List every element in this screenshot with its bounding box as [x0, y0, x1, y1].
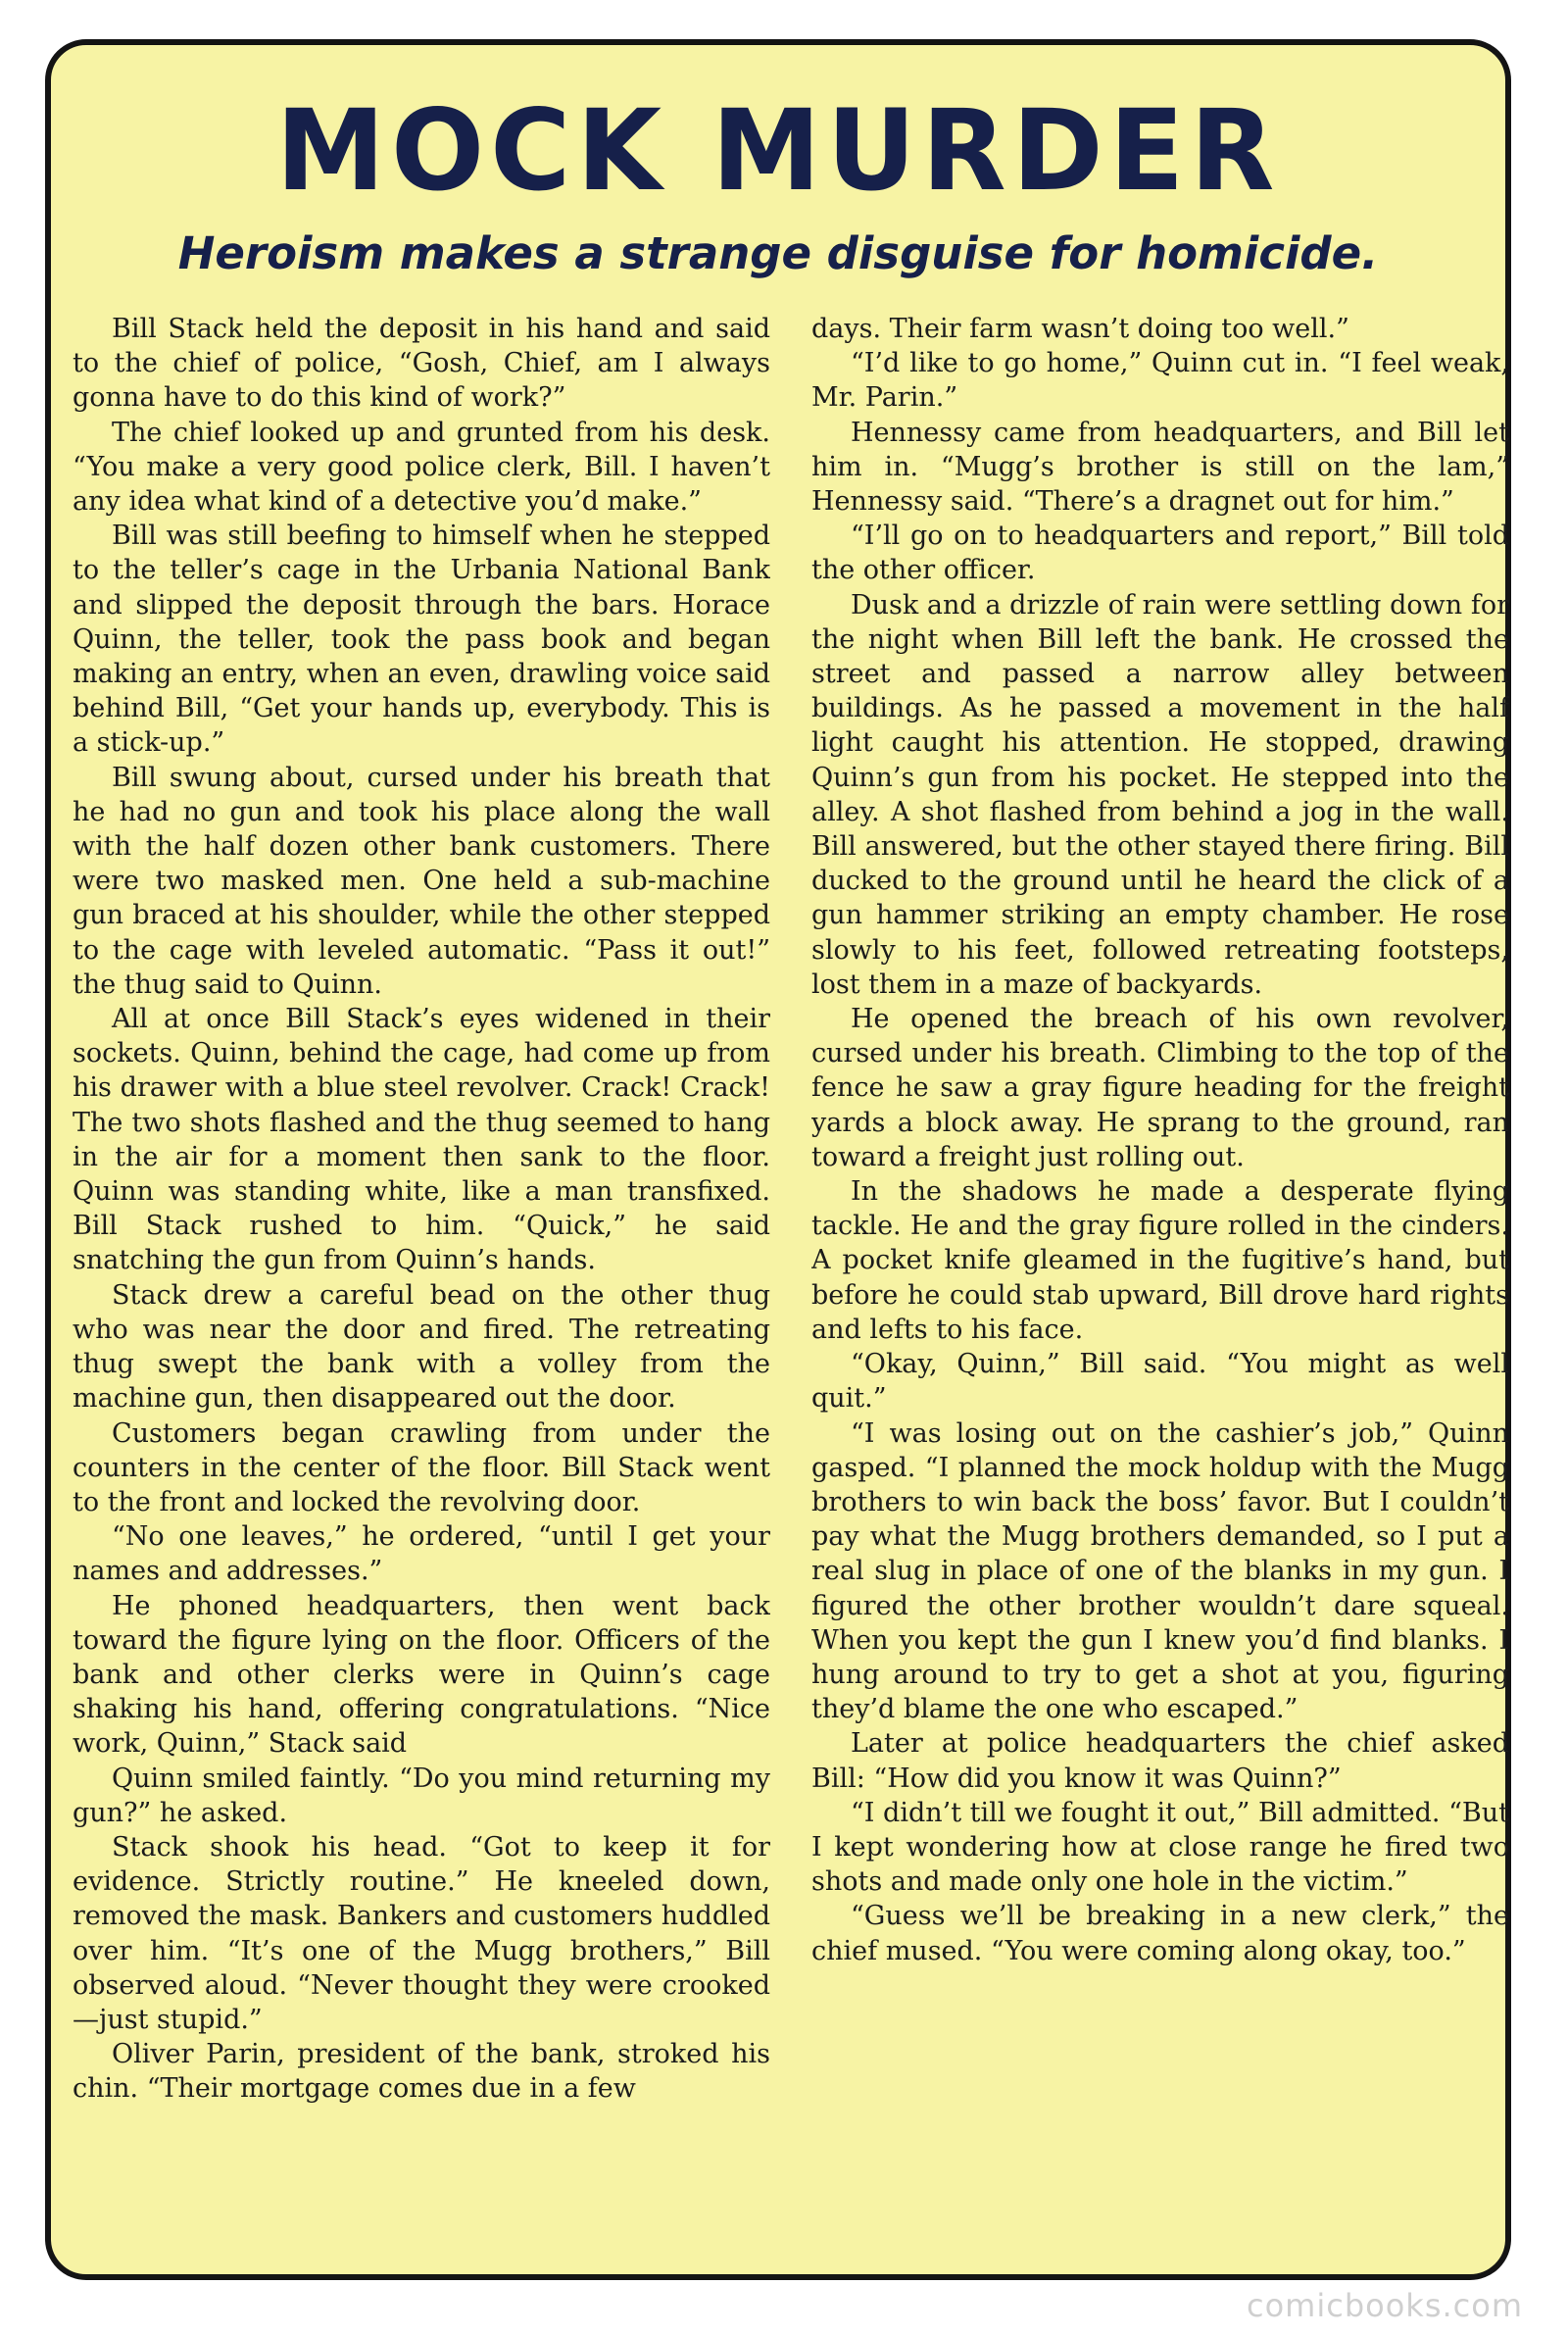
site-watermark: comicbooks.com — [1246, 2287, 1523, 2324]
paragraph: The chief looked up and grunted from his desk. “You make a very good police clerk, Bill. I haven’t any idea what kind of a detective you’d make.” — [73, 417, 770, 518]
paragraph: “No one leaves,” he ordered, “until I get your names and addresses.” — [73, 1521, 770, 1587]
paragraph: “I was losing out on the cashier’s job,” Quinn gasped. “I planned the mock holdup with the Mugg brothers to win back the boss’ favor. But I couldn’t pay what the Mugg brothers demanded, so I put a real slug in place of one of the blanks in my gun. I figured the other brother wouldn’t dare squeal. When you kept the gun I knew you’d find blanks. I hung around to try to get a shot at you, figuring they’d blame the one who escaped.” — [811, 1417, 1509, 1725]
story-panel — [45, 39, 1511, 2280]
paragraph: Dusk and a drizzle of rain were settling down for the night when Bill left the bank. He crossed the street and passed a narrow alley between buildings. As he passed a movement in the half light caught his attention. He stopped, drawing Quinn’s gun from his pocket. He stepped into the alley. A shot flashed from behind a jog in the wall. Bill answered, but the other stayed there firing. Bill ducked to the ground until he heard the click of a gun hammer striking an empty chamber. He rose slowly to his feet, followed retreating footsteps, lost them in a maze of backyards. — [811, 589, 1509, 1000]
paragraph: “Guess we’ll be breaking in a new clerk,” the chief mused. “You were coming along okay, too.” — [811, 1901, 1509, 1966]
paragraph: Bill was still beefing to himself when he stepped to the teller’s cage in the Urbania National Bank and slipped the deposit through the bars. Horace Quinn, the teller, took the pass book and began making an entry, when an even, drawling voice said behind Bill, “Get your hands up, everybody. This is a stick-up.” — [73, 521, 770, 759]
paragraph: Stack shook his head. “Got to keep it for evidence. Strictly routine.” He kneeled down, removed the mask. Bankers and customers huddled over him. “It’s one of the Mugg brothers,” Bill observed aloud. “Never thought they were crooked—just stupid.” — [73, 1831, 770, 2035]
paragraph: In the shadows he made a desperate flying tackle. He and the gray figure rolled in the cinders. A pocket knife gleamed in the fugitive’s hand, but before he could stab upward, Bill drove hard rights and lefts to his face. — [811, 1176, 1509, 1345]
paragraph: Quinn smiled faintly. “Do you mind returning my gun?” he asked. — [73, 1763, 770, 1828]
paragraph-continuation: days. Their farm wasn’t doing too well.” — [811, 314, 1349, 344]
right-column — [811, 312, 1509, 2262]
paragraph: He opened the breach of his own revolver, cursed under his breath. Climbing to the top of the fence he saw a gray figure heading for the freight yards a block away. He sprang to the ground, ran toward a freight just rolling out. — [811, 1004, 1509, 1172]
left-column — [73, 312, 770, 2262]
paragraph: All at once Bill Stack’s eyes widened in their sockets. Quinn, behind the cage, had come up from his drawer with a blue steel revolver. Crack! Crack! The two shots flashed and the thug seemed to hang in the air for a moment then sank to the floor. Quinn was standing white, like a man transfixed. Bill Stack rushed to him. “Quick,” he said snatching the gun from Quinn’s hands. — [73, 1004, 770, 1276]
paragraph: “I’ll go on to headquarters and report,” Bill told the other officer. — [811, 521, 1509, 586]
paragraph: Stack drew a careful bead on the other thug who was near the door and fired. The retreating thug swept the bank with a volley from the machine gun, then disappeared out the door. — [73, 1279, 770, 1415]
story-title: MOCK MURDER — [275, 85, 1281, 217]
paragraph: “Okay, Quinn,” Bill said. “You might as well quit.” — [811, 1349, 1509, 1415]
paragraph: Hennessy came from headquarters, and Bill let him in. “Mugg’s brother is still on the lam,” Hennessy said. “There’s a dragnet out for him.” — [811, 417, 1509, 518]
paragraph: Customers began crawling from under the counters in the center of the floor. Bill Stack went to the front and locked the revolving door. — [73, 1417, 770, 1517]
paragraph: Bill swung about, cursed under his breath that he had no gun and took his place along the wall with the half dozen other bank customers. There were two masked men. One held a sub-machine gun braced at his shoulder, while the other stepped to the cage with leveled automatic. “Pass it out!” the thug said to Quinn. — [73, 762, 770, 1000]
paragraph: Oliver Parin, president of the bank, stroked his chin. “Their mortgage comes due in a few — [73, 2039, 770, 2105]
paragraph: “I’d like to go home,” Quinn cut in. “I feel weak, Mr. Parin.” — [811, 348, 1509, 414]
paragraph: Later at police headquarters the chief asked Bill: “How did you know it was Quinn?” — [811, 1728, 1509, 1794]
paragraph: “I didn’t till we fought it out,” Bill admitted. “But I kept wondering how at close range he fired two shots and made only one hole in the victim.” — [811, 1797, 1509, 1898]
paragraph: He phoned headquarters, then went back toward the figure lying on the floor. Officers of the bank and other clerks were in Quinn’s cage shaking his hand, offering congratulations. “Nice work, Quinn,” Stack said — [73, 1590, 770, 1760]
paragraph: Bill Stack held the deposit in his hand and said to the chief of police, “Gosh, Chief, am I always gonna have to do this kind of work?” — [73, 314, 770, 414]
story-subtitle: Heroism makes a strange disguise for homicide. — [177, 227, 1379, 279]
